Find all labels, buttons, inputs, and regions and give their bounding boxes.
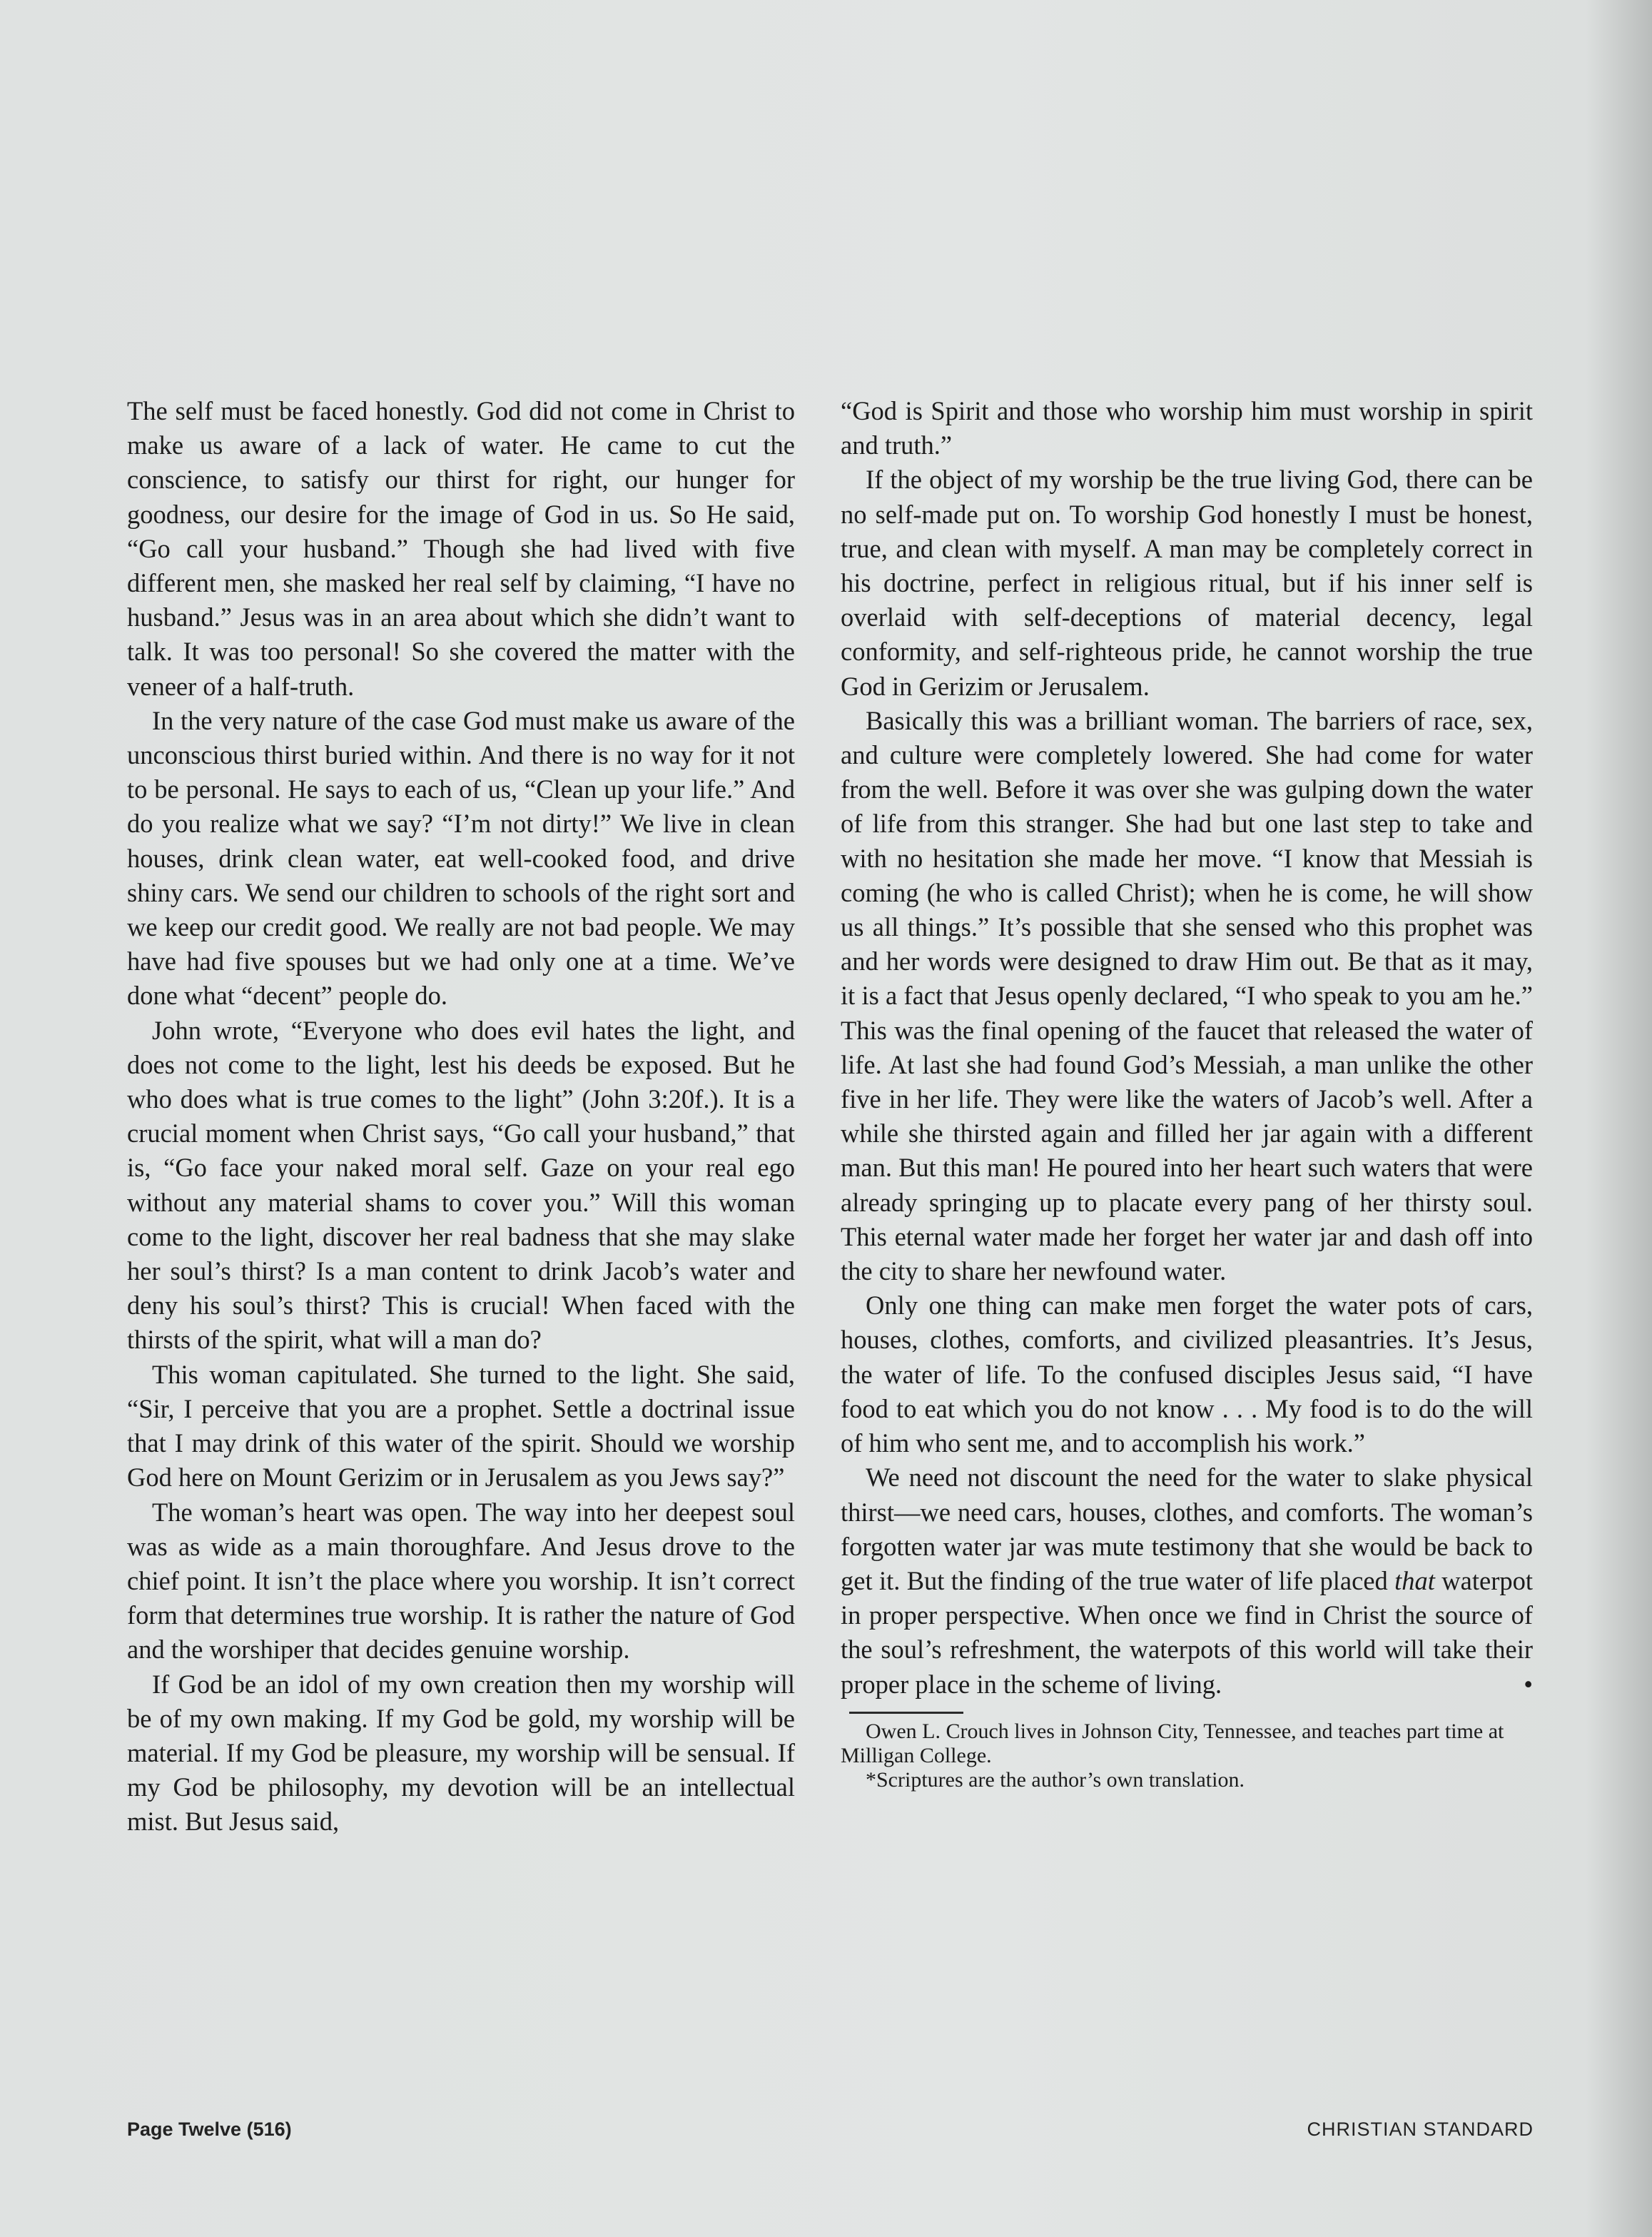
page-number: Page Twelve (516) (127, 2119, 292, 2140)
left-column (127, 394, 795, 1839)
paragraph: Only one thing can make men forget the water pots of cars, houses, clothes, comforts, and civilized pleasantries. It’s Jesus, the water of life. To the confused disciples Jesus said, “I have food to eat which you do not know . . . My food is to do the will of him who sent me, and to accomplish his work.” (841, 1291, 1533, 1458)
scripture-note: *Scriptures are the author’s own translation. (866, 1767, 1245, 1792)
footnotes (841, 1720, 1533, 1792)
paragraph: If God be an idol of my own creation then my worship will be of my own making. If my God be gold, my worship will be material. If my God be pleasure, my worship will be sensual. If my God be philosophy, my devotion will be an intellectual mist. But Jesus said, (127, 1669, 795, 1837)
right-column (841, 394, 1533, 1792)
paragraph: The self must be faced honestly. God did not come in Christ to make us aware of a lack of water. He came to cut the conscience, to satisfy our thirst for right, our hunger for goodness, our desire for the image of God in us. So He said, “Go call your husband.” Though she had lived with five different men, she masked her real self by claiming, “I have no husband.” Jesus was in an area about which she didn’t want to talk. It was too personal! So she covered the matter with the veneer of a half-truth. (127, 396, 795, 701)
paragraph: This woman capitulated. She turned to the light. She said, “Sir, I perceive that you are a prophet. Settle a doctrinal issue that I may drink of this water of the spirit. Should we worship God here on Mount Gerizim or in Jerusalem as you Jews say?” (127, 1359, 795, 1493)
footnote-rule (849, 1712, 963, 1714)
emphasis-word: that (1394, 1565, 1435, 1595)
author-bio: Owen L. Crouch lives in Johnson City, Tennessee, and teaches part time at Milligan College. (841, 1719, 1504, 1767)
paragraph: If the object of my worship be the true living God, there can be no self-made put on. To worship God honestly I must be honest, true, and clean with myself. A man may be completely correct in his doctrine, perfect in religious ritual, but if his inner self is overlaid with self-deceptions of material decency, legal conformity, and self-righteous pride, he cannot worship the true God in Gerizim or Jerusalem. (841, 465, 1533, 701)
paragraph: The woman’s heart was open. The way into her deepest soul was as wide as a main thoroughfare. And Jesus drove to the chief point. It isn’t the place where you worship. It isn’t correct form that determines true worship. It is rather the nature of God and the worshiper that decides genuine worship. (127, 1497, 795, 1665)
last-paragraph-text-end: waterpot in proper perspective. When once we find in Christ the source of the soul’s refreshment, the waterpots of this world will take their proper place in the scheme of living. (841, 1565, 1534, 1699)
paragraph: Basically this was a brilliant woman. The barriers of race, sex, and culture were completely lowered. She had come for water from the well. Before it was over she was gulping down the water of life from this stranger. She had but one last step to take and with no hesitation she made her move. “I know that Messiah is coming (he who is called Christ); when he is come, he will show us all things.” It’s possible that she sensed who this prophet was and her words were designed to draw Him out. Be that as it may, it is a fact that Jesus openly declared, “I who speak to you am he.” This was the final opening of the faucet that released the water of life. At last she had found God’s Messiah, a man unlike the other five in her life. They were like the waters of Jacob’s well. After a while she thirsted again and filled her jar again with a different man. But this man! He poured into her heart such waters that were already springing up to placate every pang of her thirsty soul. This eternal water made her forget her water jar and dash off into the city to share her newfound water. (841, 705, 1533, 1286)
last-paragraph (841, 1460, 1533, 1701)
paragraph: John wrote, “Everyone who does evil hates the light, and does not come to the light, lest his deeds be exposed. But he who does what is true comes to the light” (John 3:20f.). It is a crucial moment when Christ says, “Go call your husband,” that is, “Go face your naked moral self. Gaze on your real ego without any material shams to cover you.” Will this woman come to the light, discover her real badness that she may slake her soul’s thirst? Is a man content to drink Jacob’s water and deny his soul’s thirst? This is crucial! When faced with the thirsts of the spirit, what will a man do? (127, 1015, 795, 1355)
paragraph: “God is Spirit and those who worship him must worship in spirit and truth.” (841, 396, 1533, 460)
publication-name: CHRISTIAN STANDARD (1307, 2119, 1534, 2140)
paragraph: In the very nature of the case God must make us aware of the unconscious thirst buried within. And there is no way for it not to be personal. He says to each of us, “Clean up your life.” And do you realize what we say? “I’m not dirty!” We live in clean houses, drink clean water, eat well-cooked food, and drive shiny cars. We send our children to schools of the right sort and we keep our credit good. We really are not bad people. We may have had five spouses but we had only one at a time. We’ve done what “decent” people do. (127, 705, 795, 1011)
last-paragraph-text: We need not discount the need for the water to slake physical thirst—we need cars, houses, clothes, and comforts. The woman’s forgotten water jar was mute testimony that she would be back to get it. But the finding of the true water of life placed (841, 1463, 1533, 1595)
end-mark: • (1524, 1669, 1533, 1699)
